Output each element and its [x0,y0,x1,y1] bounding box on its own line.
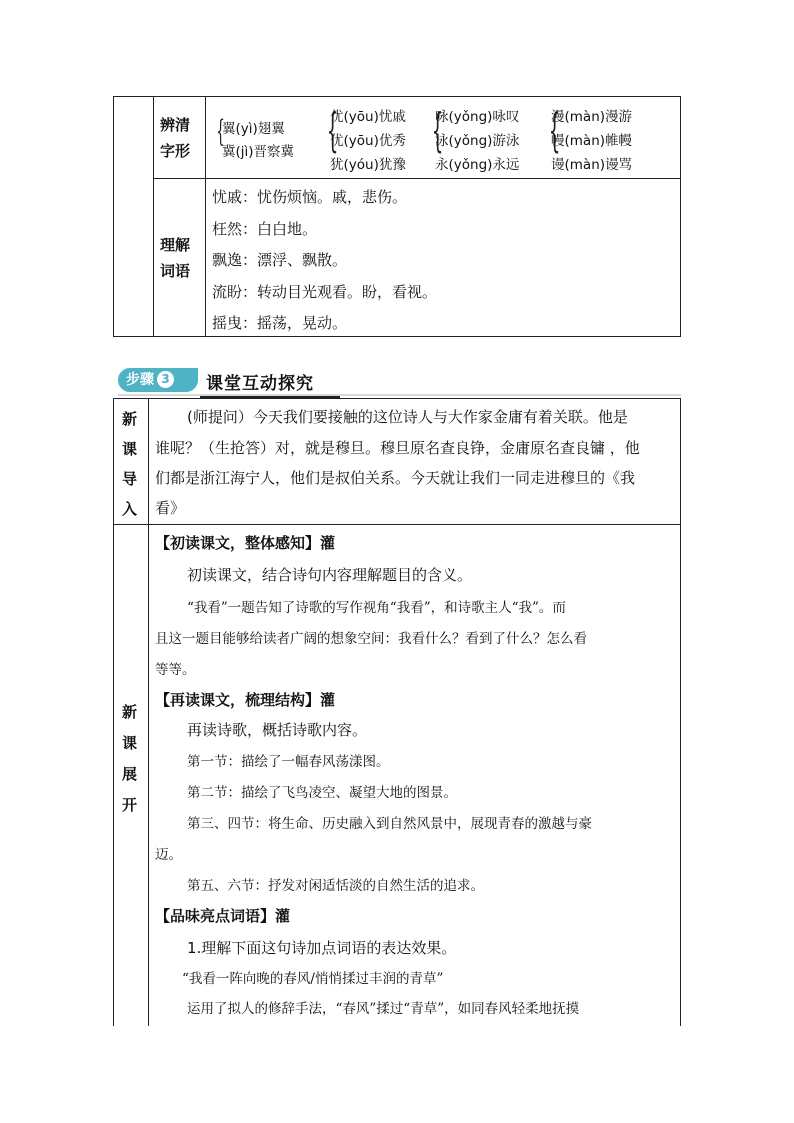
section3-quote: “我看一阵向晚的春风/悄悄揉过丰润的青草” [182,971,444,987]
term-item: 流盼：转动目光观看。盼，看视。 [212,283,438,301]
glyph-entry: 幔(màn)帷幔 [551,133,633,149]
row-label-glyph: 辨清字形 [160,116,191,160]
brace-icon: { [216,114,225,149]
section2-item: 第二节：描绘了飞鸟凌空、凝望大地的图景。 [187,785,457,801]
row-label-terms: 理解词语 [160,236,191,280]
section1-heading [155,534,335,552]
section3-answer: 运用了拟人的修辞手法，“春风”揉过“青草”，如同春风轻柔地抚摸 [187,1001,580,1017]
intro-line: (师提问）今天我们要接触的这位诗人与大作家金庸有着关联。他是 [187,408,628,426]
section-heading-text: 【初读课文，整体感知】 [155,534,321,552]
section-mark: 灌 [320,534,336,552]
intro-line: 看》 [155,499,186,517]
glyph-entry: 翼(yì)翅翼 [222,121,285,137]
section-mark: 灌 [320,691,336,709]
intro-line: 们都是浙江海宁人，他们是叔伯关系。今天就让我们一同走进穆旦的《我 [155,469,636,487]
intro-line: 谁呢？（生抢答）对，就是穆旦。穆旦原名查良铮，金庸原名查良镛 ，他 [155,439,640,457]
brace-icon: { [326,103,339,157]
section2-task: 再读诗歌，概括诗歌内容。 [187,721,368,739]
section1-answer-line: 等等。 [155,662,196,678]
glyph-entry: 永(yǒng)永远 [435,157,520,173]
section1-answer-line: 且这一题目能够给读者广阔的想象空间：我看什么？看到了什么？怎么看 [155,631,587,647]
step-badge [118,368,198,392]
glyph-entry: 优(yōu)忧戚 [330,109,406,125]
step-badge-label: 步骤 [126,372,154,388]
term-item: 枉然：白白地。 [212,220,318,238]
section-heading-text: 【品味亮点词语】 [155,907,276,925]
step-title: 课堂互动探究 [206,374,314,394]
section2-heading [155,691,335,709]
glyph-entry: 谩(màn)谩骂 [551,157,633,173]
term-item: 忧戚：忧伤烦恼。戚，悲伤。 [212,188,408,206]
glyph-entry: 冀(jì)晋察冀 [222,144,295,160]
section2-item: 第一节：描绘了一幅春风荡漾图。 [187,754,390,770]
term-item: 飘逸：漂浮、飘散。 [212,251,348,269]
intro-label: 新课导入 [122,410,138,518]
glyph-entry: 泳(yǒng)游泳 [435,133,520,149]
term-item: 摇曳：摇荡，晃动。 [212,314,348,332]
brace-icon: { [548,103,561,157]
glyph-entry: 犹(yóu)犹豫 [330,157,406,173]
section2-item: 第三、四节：将生命、历史融入到自然风景中，展现青春的激越与豪 [187,816,592,832]
section2-item: 迈。 [155,847,182,863]
section2-item: 第五、六节：抒发对闲适恬淡的自然生活的追求。 [187,878,484,894]
body-label: 新课展开 [122,703,138,814]
glyph-entry: 咏(yǒng)咏叹 [435,109,520,125]
glyph-entry: 优(yōu)优秀 [330,133,406,149]
step-number: 3 [157,371,174,388]
section-mark: 灌 [275,907,291,925]
section-heading-text: 【再读课文，梳理结构】 [155,691,321,709]
section3-heading [155,907,290,925]
brace-icon: { [431,103,444,157]
section1-answer-line: “我看”一题告知了诗歌的写作视角“我看”，和诗歌主人“我”。而 [187,600,566,616]
section1-task: 初读课文，结合诗句内容理解题目的含义。 [187,566,473,584]
section3-task: 1.理解下面这句诗加点词语的表达效果。 [187,939,457,957]
glyph-entry: 漫(màn)漫游 [551,109,633,125]
